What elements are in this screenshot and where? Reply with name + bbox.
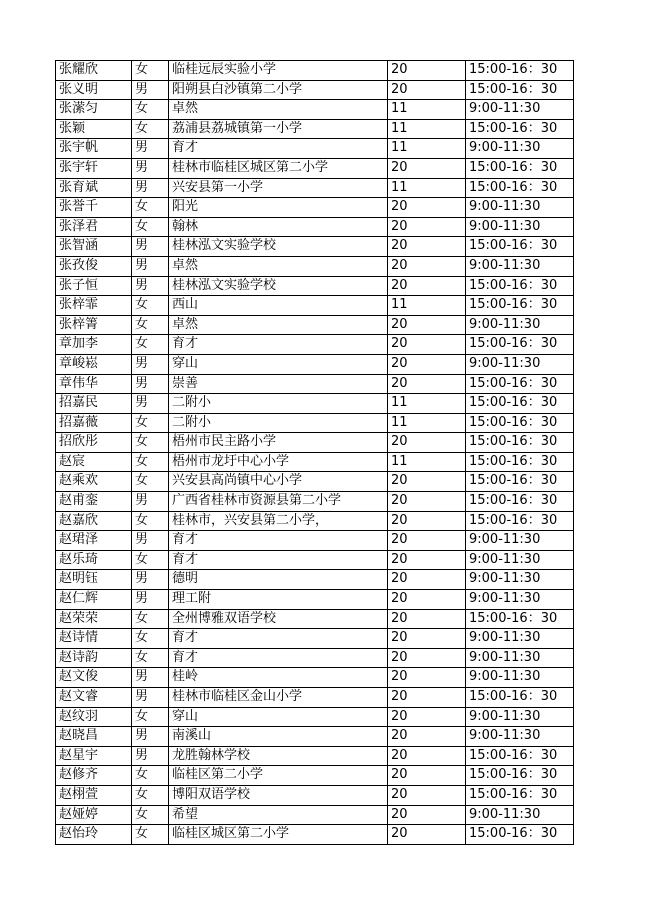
grade-cell: 20: [388, 335, 466, 355]
gender-cell: 女: [132, 472, 169, 492]
student-name-cell: 张智涵: [56, 237, 132, 257]
table-row: [56, 217, 574, 237]
time-slot-cell: 9:00-11:30: [466, 315, 574, 335]
table-row: [56, 452, 574, 472]
gender-cell: 女: [132, 629, 169, 649]
grade-cell: 20: [388, 590, 466, 610]
student-name-cell: 张颖: [56, 119, 132, 139]
time-slot-cell: 15:00-16：30: [466, 766, 574, 786]
grade-cell: 20: [388, 727, 466, 747]
gender-cell: 男: [132, 276, 169, 296]
table-row: [56, 119, 574, 139]
table-row: [56, 727, 574, 747]
grade-cell: 11: [388, 413, 466, 433]
grade-cell: 20: [388, 785, 466, 805]
time-slot-cell: 15:00-16：30: [466, 511, 574, 531]
table-row: [56, 394, 574, 414]
student-name-cell: 赵星宇: [56, 746, 132, 766]
student-name-cell: 章加李: [56, 335, 132, 355]
student-name-cell: 招欣彤: [56, 433, 132, 453]
student-name-cell: 赵诗情: [56, 629, 132, 649]
time-slot-cell: 15:00-16：30: [466, 688, 574, 708]
table-row: [56, 433, 574, 453]
school-cell: 卓然: [169, 315, 388, 335]
grade-cell: 20: [388, 707, 466, 727]
student-name-cell: 张宇轩: [56, 158, 132, 178]
school-cell: 希望: [169, 805, 388, 825]
school-cell: 龙胜翰林学校: [169, 746, 388, 766]
student-name-cell: 张宇帆: [56, 139, 132, 159]
table-row: [56, 707, 574, 727]
gender-cell: 女: [132, 433, 169, 453]
table-row: [56, 629, 574, 649]
gender-cell: 男: [132, 668, 169, 688]
school-cell: 桂林市，兴安县第二小学，: [169, 511, 388, 531]
student-name-cell: 招嘉薇: [56, 413, 132, 433]
school-cell: 荔浦县荔城镇第一小学: [169, 119, 388, 139]
student-name-cell: 赵诗韵: [56, 648, 132, 668]
school-cell: 穿山: [169, 354, 388, 374]
school-cell: 临桂区第二小学: [169, 766, 388, 786]
school-cell: 兴安县高尚镇中心小学: [169, 472, 388, 492]
time-slot-cell: 15:00-16：30: [466, 158, 574, 178]
time-slot-cell: 9:00-11:30: [466, 805, 574, 825]
time-slot-cell: 9:00-11:30: [466, 570, 574, 590]
grade-cell: 20: [388, 531, 466, 551]
grade-cell: 11: [388, 178, 466, 198]
school-cell: 崇善: [169, 374, 388, 394]
student-name-cell: 赵修齐: [56, 766, 132, 786]
student-name-cell: 赵乐琦: [56, 550, 132, 570]
student-name-cell: 赵甫銮: [56, 492, 132, 512]
school-cell: 桂林泓文实验学校: [169, 276, 388, 296]
table-row: [56, 139, 574, 159]
gender-cell: 女: [132, 413, 169, 433]
grade-cell: 20: [388, 668, 466, 688]
time-slot-cell: 15:00-16：30: [466, 80, 574, 100]
grade-cell: 20: [388, 315, 466, 335]
time-slot-cell: 15:00-16：30: [466, 492, 574, 512]
grade-cell: 20: [388, 374, 466, 394]
grade-cell: 11: [388, 119, 466, 139]
time-slot-cell: 9:00-11:30: [466, 727, 574, 747]
table-row: [56, 335, 574, 355]
grade-cell: 20: [388, 354, 466, 374]
gender-cell: 女: [132, 335, 169, 355]
table-row: [56, 158, 574, 178]
grade-cell: 20: [388, 570, 466, 590]
school-cell: 育才: [169, 648, 388, 668]
time-slot-cell: 9:00-11:30: [466, 100, 574, 120]
gender-cell: 男: [132, 354, 169, 374]
gender-cell: 女: [132, 61, 169, 81]
student-name-cell: 章峻崧: [56, 354, 132, 374]
school-cell: 兴安县第一小学: [169, 178, 388, 198]
table-row: [56, 374, 574, 394]
school-cell: 桂林市临桂区金山小学: [169, 688, 388, 708]
time-slot-cell: 15:00-16：30: [466, 394, 574, 414]
school-cell: 西山: [169, 296, 388, 316]
student-name-cell: 赵荣荣: [56, 609, 132, 629]
time-slot-cell: 9:00-11:30: [466, 629, 574, 649]
gender-cell: 女: [132, 511, 169, 531]
gender-cell: 女: [132, 217, 169, 237]
gender-cell: 男: [132, 158, 169, 178]
student-name-cell: 赵明钰: [56, 570, 132, 590]
student-name-cell: 赵乘欢: [56, 472, 132, 492]
school-cell: 育才: [169, 139, 388, 159]
time-slot-cell: 9:00-11:30: [466, 354, 574, 374]
time-slot-cell: 15:00-16：30: [466, 335, 574, 355]
gender-cell: 男: [132, 727, 169, 747]
grade-cell: 20: [388, 61, 466, 81]
gender-cell: 女: [132, 766, 169, 786]
time-slot-cell: 15:00-16：30: [466, 119, 574, 139]
gender-cell: 女: [132, 785, 169, 805]
gender-cell: 女: [132, 707, 169, 727]
gender-cell: 女: [132, 805, 169, 825]
gender-cell: 女: [132, 100, 169, 120]
grade-cell: 20: [388, 492, 466, 512]
student-name-cell: 章伟华: [56, 374, 132, 394]
grade-cell: 20: [388, 217, 466, 237]
table-row: [56, 178, 574, 198]
student-name-cell: 张梓霏: [56, 296, 132, 316]
time-slot-cell: 9:00-11:30: [466, 217, 574, 237]
school-cell: 临桂远辰实验小学: [169, 61, 388, 81]
student-name-cell: 赵文俊: [56, 668, 132, 688]
table-row: [56, 492, 574, 512]
grade-cell: 20: [388, 648, 466, 668]
table-row: [56, 648, 574, 668]
grade-cell: 20: [388, 80, 466, 100]
student-name-cell: 赵珺泽: [56, 531, 132, 551]
time-slot-cell: 15:00-16：30: [466, 452, 574, 472]
time-slot-cell: 9:00-11:30: [466, 590, 574, 610]
grade-cell: 20: [388, 158, 466, 178]
time-slot-cell: 9:00-11:30: [466, 668, 574, 688]
grade-cell: 20: [388, 746, 466, 766]
school-cell: 广西省桂林市资源县第二小学: [169, 492, 388, 512]
table-row: [56, 237, 574, 257]
table-row: [56, 668, 574, 688]
table-row: [56, 354, 574, 374]
table-row: [56, 80, 574, 100]
student-name-cell: 赵怡玲: [56, 825, 132, 845]
time-slot-cell: 15:00-16：30: [466, 609, 574, 629]
grade-cell: 20: [388, 511, 466, 531]
gender-cell: 女: [132, 452, 169, 472]
time-slot-cell: 15:00-16：30: [466, 61, 574, 81]
school-cell: 翰林: [169, 217, 388, 237]
student-name-cell: 赵娅婷: [56, 805, 132, 825]
grade-cell: 20: [388, 766, 466, 786]
grade-cell: 11: [388, 394, 466, 414]
student-name-cell: 赵仁辉: [56, 590, 132, 610]
table-row: [56, 746, 574, 766]
time-slot-cell: 15:00-16：30: [466, 433, 574, 453]
time-slot-cell: 9:00-11:30: [466, 531, 574, 551]
school-cell: 桂林泓文实验学校: [169, 237, 388, 257]
school-cell: 桂岭: [169, 668, 388, 688]
table-row: [56, 315, 574, 335]
gender-cell: 男: [132, 139, 169, 159]
grade-cell: 11: [388, 296, 466, 316]
grade-cell: 20: [388, 472, 466, 492]
school-cell: 阳光: [169, 198, 388, 218]
gender-cell: 男: [132, 237, 169, 257]
time-slot-cell: 9:00-11:30: [466, 648, 574, 668]
school-cell: 育才: [169, 531, 388, 551]
time-slot-cell: 15:00-16：30: [466, 746, 574, 766]
student-name-cell: 赵晓昌: [56, 727, 132, 747]
table-row: [56, 590, 574, 610]
school-cell: 穿山: [169, 707, 388, 727]
time-slot-cell: 15:00-16：30: [466, 413, 574, 433]
gender-cell: 男: [132, 492, 169, 512]
table-row: [56, 256, 574, 276]
time-slot-cell: 15:00-16：30: [466, 178, 574, 198]
time-slot-cell: 15:00-16：30: [466, 296, 574, 316]
student-name-cell: 张义明: [56, 80, 132, 100]
table-row: [56, 825, 574, 845]
school-cell: 临桂区城区第二小学: [169, 825, 388, 845]
table-row: [56, 413, 574, 433]
student-name-cell: 张孜俊: [56, 256, 132, 276]
gender-cell: 男: [132, 394, 169, 414]
grade-cell: 20: [388, 276, 466, 296]
gender-cell: 女: [132, 609, 169, 629]
gender-cell: 女: [132, 825, 169, 845]
gender-cell: 男: [132, 746, 169, 766]
time-slot-cell: 9:00-11:30: [466, 550, 574, 570]
student-name-cell: 赵文睿: [56, 688, 132, 708]
time-slot-cell: 15:00-16：30: [466, 472, 574, 492]
school-cell: 德明: [169, 570, 388, 590]
grade-cell: 11: [388, 452, 466, 472]
school-cell: 全州博雅双语学校: [169, 609, 388, 629]
table-row: [56, 100, 574, 120]
time-slot-cell: 9:00-11:30: [466, 198, 574, 218]
table-row: [56, 805, 574, 825]
table-row: [56, 296, 574, 316]
gender-cell: 男: [132, 178, 169, 198]
roster-table: [55, 60, 574, 845]
grade-cell: 20: [388, 433, 466, 453]
school-cell: 卓然: [169, 256, 388, 276]
time-slot-cell: 15:00-16：30: [466, 825, 574, 845]
school-cell: 博阳双语学校: [169, 785, 388, 805]
time-slot-cell: 15:00-16：30: [466, 374, 574, 394]
time-slot-cell: 15:00-16：30: [466, 237, 574, 257]
table-row: [56, 531, 574, 551]
table-row: [56, 766, 574, 786]
time-slot-cell: 9:00-11:30: [466, 707, 574, 727]
table-row: [56, 472, 574, 492]
gender-cell: 男: [132, 80, 169, 100]
grade-cell: 20: [388, 825, 466, 845]
gender-cell: 女: [132, 315, 169, 335]
school-cell: 梧州市民主路小学: [169, 433, 388, 453]
gender-cell: 男: [132, 374, 169, 394]
time-slot-cell: 15:00-16：30: [466, 785, 574, 805]
time-slot-cell: 9:00-11:30: [466, 256, 574, 276]
table-row: [56, 785, 574, 805]
grade-cell: 20: [388, 629, 466, 649]
gender-cell: 男: [132, 688, 169, 708]
table-row: [56, 198, 574, 218]
roster-body: [56, 61, 574, 845]
school-cell: 梧州市龙圩中心小学: [169, 452, 388, 472]
school-cell: 阳朔县白沙镇第二小学: [169, 80, 388, 100]
school-cell: 二附小: [169, 413, 388, 433]
school-cell: 桂林市临桂区城区第二小学: [169, 158, 388, 178]
gender-cell: 男: [132, 531, 169, 551]
grade-cell: 20: [388, 688, 466, 708]
student-name-cell: 张子恒: [56, 276, 132, 296]
gender-cell: 男: [132, 590, 169, 610]
student-name-cell: 招嘉民: [56, 394, 132, 414]
gender-cell: 男: [132, 256, 169, 276]
table-row: [56, 511, 574, 531]
grade-cell: 20: [388, 256, 466, 276]
student-name-cell: 赵嘉欣: [56, 511, 132, 531]
grade-cell: 11: [388, 139, 466, 159]
school-cell: 育才: [169, 629, 388, 649]
table-row: [56, 570, 574, 590]
gender-cell: 女: [132, 198, 169, 218]
table-row: [56, 276, 574, 296]
table-row: [56, 688, 574, 708]
time-slot-cell: 15:00-16：30: [466, 276, 574, 296]
gender-cell: 男: [132, 570, 169, 590]
table-row: [56, 61, 574, 81]
student-name-cell: 张潆匀: [56, 100, 132, 120]
school-cell: 理工附: [169, 590, 388, 610]
school-cell: 育才: [169, 550, 388, 570]
grade-cell: 20: [388, 609, 466, 629]
gender-cell: 女: [132, 119, 169, 139]
grade-cell: 20: [388, 237, 466, 257]
student-name-cell: 赵纹羽: [56, 707, 132, 727]
student-name-cell: 张泽君: [56, 217, 132, 237]
student-name-cell: 张誉千: [56, 198, 132, 218]
grade-cell: 20: [388, 805, 466, 825]
student-name-cell: 赵宸: [56, 452, 132, 472]
gender-cell: 女: [132, 296, 169, 316]
student-name-cell: 张耀欣: [56, 61, 132, 81]
school-cell: 卓然: [169, 100, 388, 120]
time-slot-cell: 9:00-11:30: [466, 139, 574, 159]
gender-cell: 女: [132, 550, 169, 570]
grade-cell: 11: [388, 100, 466, 120]
grade-cell: 20: [388, 550, 466, 570]
school-cell: 育才: [169, 335, 388, 355]
school-cell: 南溪山: [169, 727, 388, 747]
grade-cell: 20: [388, 198, 466, 218]
student-name-cell: 张育斌: [56, 178, 132, 198]
table-row: [56, 609, 574, 629]
school-cell: 二附小: [169, 394, 388, 414]
table-row: [56, 550, 574, 570]
student-name-cell: 赵栩萱: [56, 785, 132, 805]
student-name-cell: 张梓箐: [56, 315, 132, 335]
gender-cell: 女: [132, 648, 169, 668]
